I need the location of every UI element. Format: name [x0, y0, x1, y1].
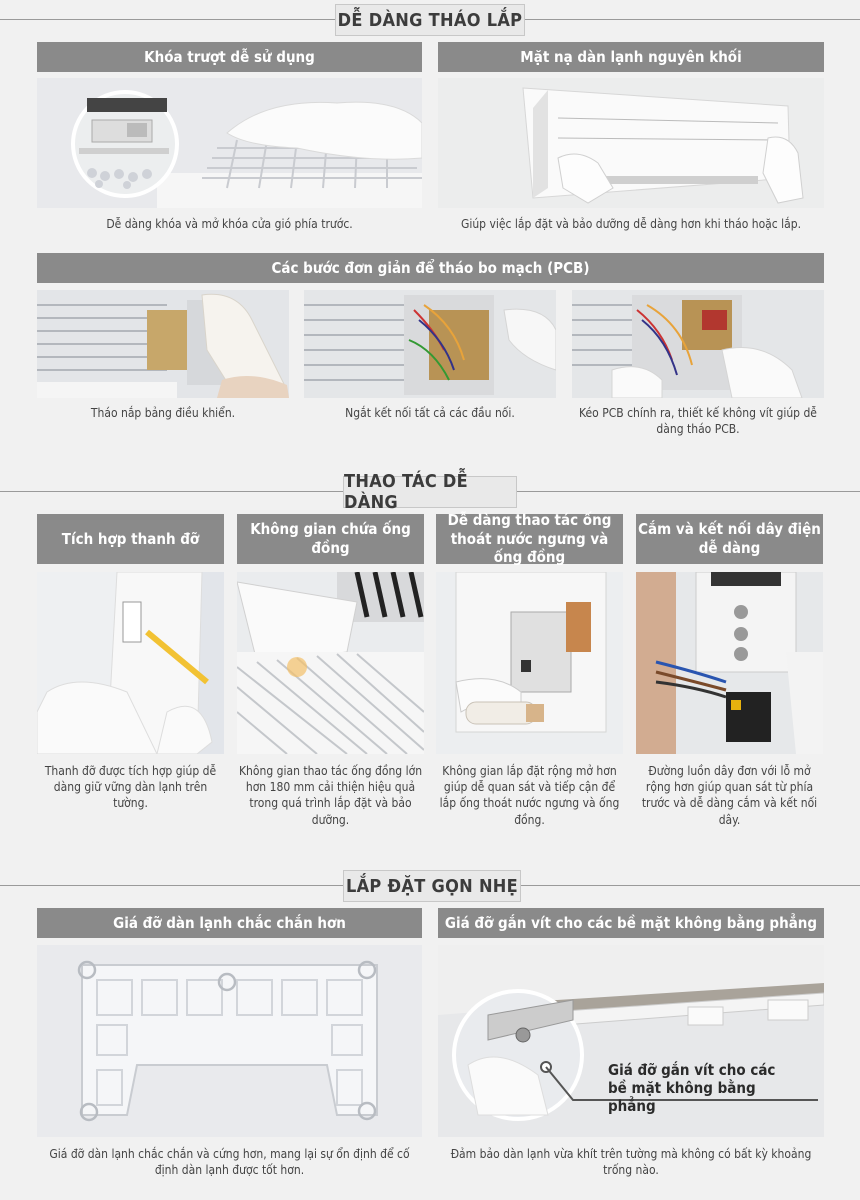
callout-screw-bracket: Giá đỡ gắn vít cho các bề mặt không bằng phẳng	[608, 1061, 776, 1115]
section-header-operation	[0, 472, 860, 512]
caption-screw-bracket: Đảm bảo dàn lạnh vừa khít trên tường mà không có bất kỳ khoảng trống nào.	[450, 1147, 812, 1178]
photo-front-panel	[438, 78, 824, 208]
caption-front-panel: Giúp việc lắp đặt và bảo dưỡng dễ dàng hơn khi tháo hoặc lắp.	[460, 217, 802, 231]
card-title-integrated-bar: Tích hợp thanh đỡ	[37, 514, 224, 564]
photo-pcb-step-1	[37, 290, 289, 398]
card-title-wiring: Cắm và kết nối dây điện dễ dàng	[636, 514, 823, 564]
photo-drain-pipe	[436, 572, 623, 754]
section-title: LẮP ĐẶT GỌN NHẸ	[343, 870, 521, 902]
photo-slide-lock	[37, 78, 422, 208]
feature-title-front-panel: Mặt nạ dàn lạnh nguyên khối	[438, 42, 824, 72]
photo-integrated-bar	[37, 572, 224, 754]
section-title: THAO TÁC DỄ DÀNG	[343, 476, 517, 508]
caption-pcb-step-2: Ngắt kết nối tất cả các đầu nối.	[345, 406, 515, 420]
photo-mounting-plate	[37, 945, 422, 1137]
caption-drain-pipe: Không gian lắp đặt rộng mở hơn giúp dễ quan sát và tiếp cận để lắp ống thoát nước ngưng và ống đồng.	[439, 764, 620, 827]
feature-title-mounting-plate: Giá đỡ dàn lạnh chắc chắn hơn	[37, 908, 422, 938]
card-title-drain-pipe: Dễ dàng thao tác ống thoát nước ngưng và ống đồng	[436, 514, 623, 564]
caption-pcb-step-3: Kéo PCB chính ra, thiết kế không vít giúp dễ dàng tháo PCB.	[579, 406, 817, 437]
caption-wiring: Đường luồn dây đơn với lỗ mở rộng hơn giúp quan sát từ phía trước và dễ dàng cắm và kết nối dây.	[641, 764, 818, 827]
photo-screw-bracket	[438, 945, 824, 1137]
feature-title-slide-lock: Khóa trượt dễ sử dụng	[37, 42, 422, 72]
feature-title-pcb: Các bước đơn giản để tháo bo mạch (PCB)	[37, 253, 824, 283]
section-header-installation	[0, 866, 860, 906]
photo-wiring	[636, 572, 823, 754]
caption-slide-lock: Dễ dàng khóa và mở khóa cửa gió phía trước.	[106, 217, 353, 231]
photo-copper-space	[237, 572, 424, 754]
caption-copper-space: Không gian thao tác ống đồng lớn hơn 180 mm cải thiện hiệu quả trong quá trình lắp đặt và bảo dưỡng.	[238, 764, 423, 827]
card-title-copper-space: Không gian chứa ống đồng	[237, 514, 424, 564]
feature-title-screw-bracket: Giá đỡ gắn vít cho các bề mặt không bằng phẳng	[438, 908, 824, 938]
section-header-disassembly	[0, 0, 860, 40]
caption-mounting-plate: Giá đỡ dàn lạnh chắc chắn và cứng hơn, mang lại sự ổn định để cố định dàn lạnh được tốt hơn.	[49, 1147, 410, 1178]
section-title: DỄ DÀNG THÁO LẮP	[335, 4, 525, 36]
caption-integrated-bar: Thanh đỡ được tích hợp giúp dễ dàng giữ vững dàn lạnh trên tường.	[44, 764, 217, 811]
photo-pcb-step-3	[572, 290, 824, 398]
photo-pcb-step-2	[304, 290, 556, 398]
caption-pcb-step-1: Tháo nắp bảng điều khiển.	[90, 406, 236, 420]
